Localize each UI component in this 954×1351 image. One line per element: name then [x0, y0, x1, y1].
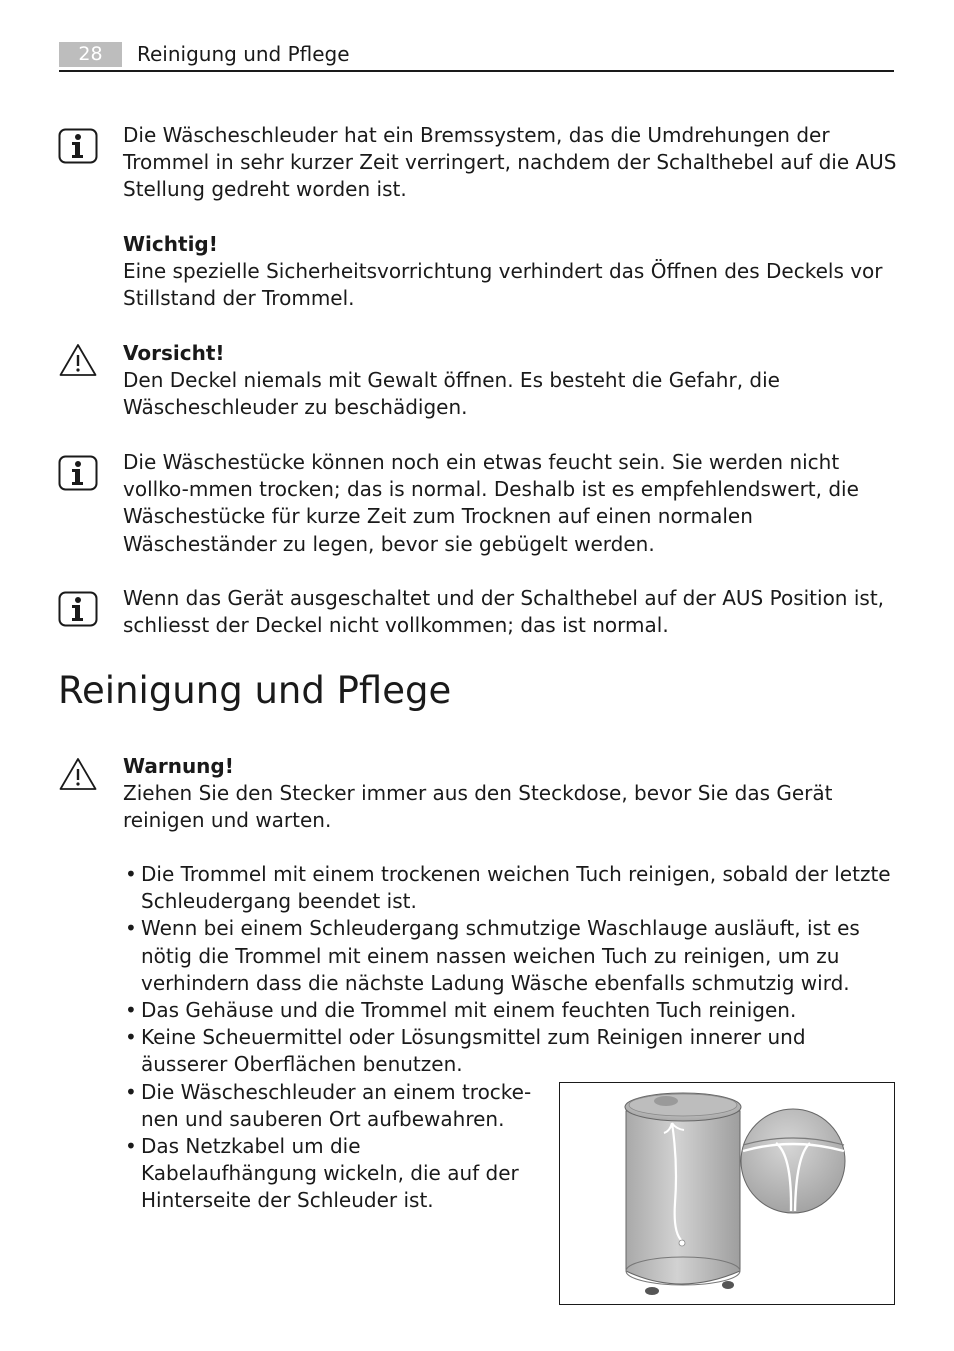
caution-text: Den Deckel niemals mit Gewalt öffnen. Es besteht die Gefahr, die Wäscheschleuder zu beschädigen.: [123, 368, 780, 420]
important-heading: Wichtig!: [123, 231, 218, 256]
spin-dryer-drawing: [560, 1083, 894, 1304]
info-damp-text: Die Wäschestücke können noch ein etwas feucht sein. Sie werden nicht vollko-mmen trocken; das is normal. Deshalb ist es empfehlendswert, die Wäschestücke für kurze Zeit zum Trocknen auf einen normalen Wäscheständer zu legen, bevor sie gebügelt werden.: [123, 450, 859, 556]
info-lid-text: Wenn das Gerät ausgeschaltet und der Schalthebel auf der AUS Position ist, schliesst der Deckel nicht vollkommen; das ist normal.: [123, 586, 885, 638]
info-damp-block: [123, 449, 898, 558]
info-icon: [58, 128, 98, 164]
warning-triangle-icon: [58, 342, 98, 378]
intro-info-block: [123, 122, 898, 312]
intro-info-text: Die Wäscheschleuder hat ein Bremssystem, das die Umdrehungen der Trommel in sehr kurzer Zeit verringert, nachdem der Schalthebel auf die AUS Stellung gedreht worden ist.: [123, 123, 897, 202]
warning-text: Ziehen Sie den Stecker immer aus den Steckdose, bevor Sie das Gerät reinigen und warten.: [123, 781, 833, 833]
list-item: • Wenn bei einem Schleudergang schmutzige Waschlauge ausläuft, ist es nötig die Trommel mit einem nassen weichen Tuch zu reinigen, um zu verhindern dass die nächste Ladung Wäsche ebenfalls schmutzig wird.: [123, 915, 898, 997]
section-title: Reinigung und Pflege: [58, 669, 452, 712]
caution-heading: Vorsicht!: [123, 341, 225, 365]
info-lid-block: [123, 585, 898, 639]
list-item: • Das Gehäuse und die Trommel mit einem feuchten Tuch reinigen.: [123, 997, 898, 1024]
info-icon: [58, 591, 98, 627]
list-item: • Die Wäscheschleuder an einem trocke-nen und sauberen Ort aufbewahren.: [123, 1079, 541, 1133]
list-item: • Die Trommel mit einem trockenen weichen Tuch reinigen, sobald der letzte Schleudergang beendet ist.: [123, 861, 898, 915]
warning-triangle-icon: [58, 756, 98, 792]
list-item: • Das Netzkabel um die Kabelaufhängung wickeln, die auf der Hinterseite der Schleuder ist.: [123, 1133, 541, 1215]
page-number: 28: [59, 42, 122, 67]
important-text: Eine spezielle Sicherheitsvorrichtung verhindert das Öffnen des Deckels vor Stillstand der Trommel.: [123, 258, 883, 311]
warning-heading: Warnung!: [123, 754, 234, 778]
spin-dryer-illustration: [559, 1082, 895, 1305]
page-header: [59, 40, 894, 72]
caution-block: [123, 340, 898, 422]
warning-block: [123, 753, 898, 835]
list-item: • Keine Scheuermittel oder Lösungsmittel zum Reinigen innerer und äusserer Oberflächen benutzen.: [123, 1024, 898, 1078]
info-icon: [58, 455, 98, 491]
header-title: Reinigung und Pflege: [137, 42, 350, 66]
